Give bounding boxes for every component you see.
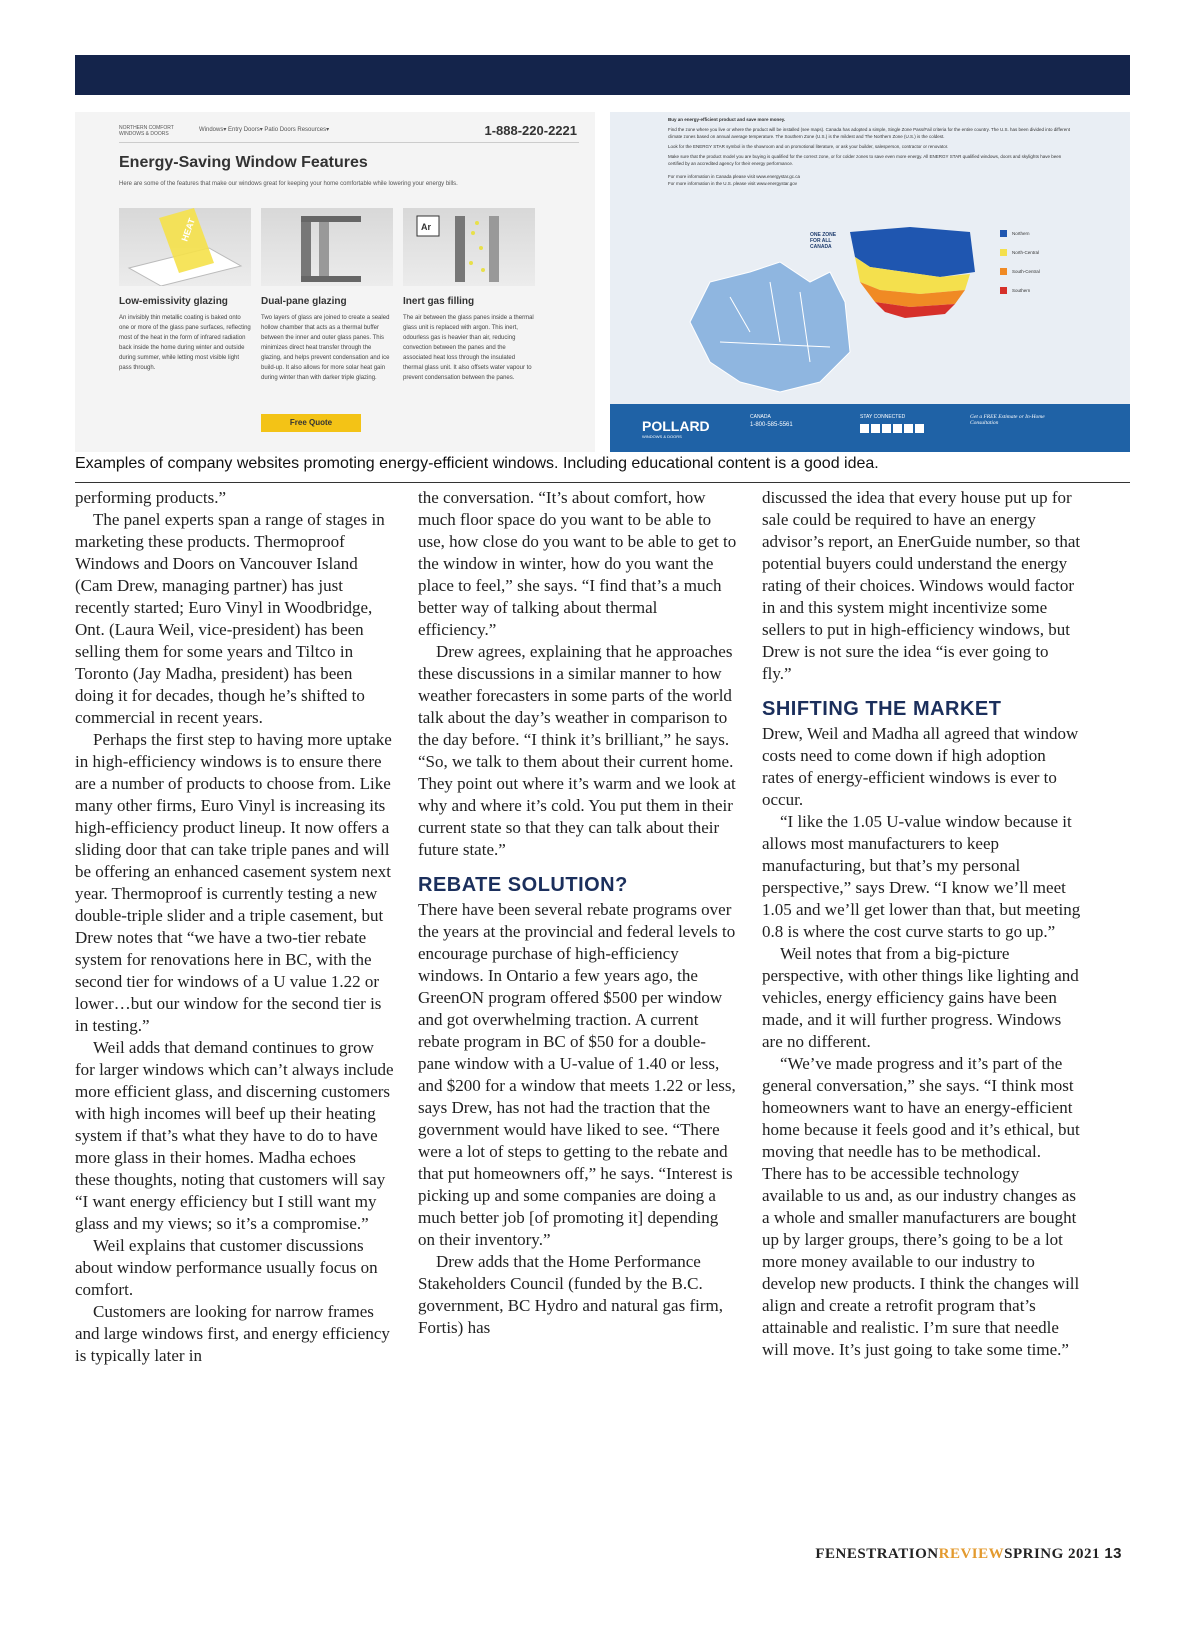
issue-label: SPRING 2021	[1004, 1546, 1101, 1562]
info-link-us[interactable]: For more information in the U.S. please visit www.energystar.gov	[668, 181, 798, 186]
legend-item: South-Central	[1000, 268, 1040, 275]
paragraph: Weil explains that customer discussions about window performance usually focus on comfort.	[75, 1236, 378, 1299]
site-nav: Windows▾ Entry Doors▾ Patio Doors Resources▾	[199, 127, 330, 133]
paragraph: Perhaps the first step to having more uptake in high-efficiency windows is to ensure there are a number of products to choose from. Like many other firms, Euro Vinyl is increasing its high-efficiency product lineup. It now offers a sliding door that can take triple panes and will be offering an enhanced casement system next year. Thermoproof is currently testing a new double-triple slider and a triple casement, but Drew notes that “we have a two-tier rebate system for renovations here in BC, with the second tier for windows of a U value 1.22 or lower…but our window for the second tier is in testing.”	[75, 730, 392, 1035]
article-column-3	[762, 487, 1082, 1361]
facebook-icon[interactable]	[860, 424, 869, 433]
legend-item: Southern	[1000, 287, 1040, 294]
legend-item: North-Central	[1000, 249, 1040, 256]
info-bullet: Look for the ENERGY STAR symbol in the showroom and on promotional literature, or ask your builder, salesperson, contractor or renovator.	[668, 144, 949, 149]
site-subtitle: Here are some of the features that make our windows great for keeping your home comfortable while lowering your energy bills.	[119, 181, 458, 187]
paragraph: There have been several rebate programs over the years at the provincial and federal levels to encourage purchase of high-efficiency windows. In Ontario a few years ago, the GreenON program offered $500 per window and got overwhelming traction. A current rebate program in BC of $50 for a double-pane window with a U-value of 1.40 or less, and $200 for a window that meets 1.22 or less, says Drew, has not had the traction that the government would have liked to see. “There were a lot of steps to getting to the rebate and that put homeowners off,” he says. “Interest is picking up and some companies are doing a much better job [of promoting it] depending on their inventory.”	[418, 900, 736, 1249]
heat-label: HEAT	[179, 216, 198, 243]
card-body: Two layers of glass are joined to create a sealed hollow chamber that acts as a thermal buffer between the inner and outer glass panes. This minimizes direct heat transfer through the glazing, and helps prevent condensation and ice build-up. It also allows for more solar heat gain during winter than with darker triple glazing.	[261, 315, 390, 381]
instagram-icon[interactable]	[915, 424, 924, 433]
feature-card-lowe	[119, 208, 251, 373]
youtube-icon[interactable]	[882, 424, 891, 433]
paragraph: Drew adds that the Home Performance Stakeholders Council (funded by the B.C. government, BC Hydro and natural gas firm, Fortis) has	[418, 1252, 723, 1337]
figure-caption: Examples of company websites promoting energy-efficient windows. Including educational content is a good idea.	[75, 455, 879, 472]
card-title: Dual-pane glazing	[261, 296, 347, 307]
site-header	[119, 120, 579, 143]
paragraph: “I like the 1.05 U-value window because it allows most manufacturers to keep manufacturing, but that’s my personal perspective,” says Drew. “I know we’ll meet 1.05 and we’ll get lower than that, but meeting 0.8 is where the cost curve starts to go up.”	[762, 812, 1081, 941]
page-footer	[815, 1545, 1122, 1563]
gas-fill-image	[403, 208, 535, 286]
card-title: Inert gas filling	[403, 296, 475, 307]
publication-name: FENESTRATION	[815, 1546, 939, 1562]
zone-legend	[1000, 230, 1040, 306]
publication-name-accent: REVIEW	[938, 1546, 1005, 1562]
lowe-glass-image	[119, 208, 251, 286]
free-quote-button[interactable]: Free Quote	[261, 414, 361, 432]
page-number: 13	[1104, 1545, 1122, 1562]
estimate-link[interactable]: Get a FREE Estimate or In-Home Consultation	[970, 414, 1045, 426]
info-bullet: Make sure that the product model you are buying is qualified for the correct zone, or for colder zones to save even more energy. All ENERGY STAR qualified windows, doors and skylights have been certified by an accredited agency for their energy performance.	[668, 154, 1062, 166]
paragraph: performing products.”	[75, 488, 227, 507]
feature-card-dualpane	[261, 208, 393, 383]
info-intro: Buy an energy-efficient product and save more money.	[668, 117, 786, 122]
info-link-canada[interactable]: For more information in Canada please visit www.energystar.gc.ca	[668, 174, 801, 179]
screenshot-northern-comfort	[75, 112, 595, 452]
paragraph: Customers are looking for narrow frames and large windows first, and energy efficiency is typically later in	[75, 1302, 390, 1365]
legend-item: Northern	[1000, 230, 1040, 237]
stay-connected: STAY CONNECTED	[860, 414, 924, 433]
linkedin-icon[interactable]	[904, 424, 913, 433]
site-phone: 1-888-220-2221	[484, 123, 577, 138]
canada-contact: CANADA 1-800-585-5561	[750, 414, 793, 428]
section-heading-rebate: REBATE SOLUTION?	[418, 874, 628, 896]
site-logo: NORTHERN COMFORT WINDOWS & DOORS	[119, 125, 174, 137]
paragraph: “We’ve made progress and it’s part of the general conversation,” she says. “I think most homeowners want to have an energy-efficient home because it feels good and it’s ethical, but moving that needle has to be methodical. There has to be accessible technology available to us and, as our industry changes as a whole and smaller manufacturers are bought up by larger groups, there’s going to be a lot more money available to our industry to develop new products. I think the changes will align and create a retrofit program that’s attainable and realistic. I’m sure that needle will move. It’s just going to take some time.”	[762, 1054, 1080, 1359]
pollard-footer	[610, 404, 1130, 452]
dualpane-glass-image	[261, 208, 393, 286]
paragraph: The panel experts span a range of stages in marketing these products. Thermoproof Windows and Doors on Vancouver Island (Cam Drew, managing partner) has just recently started; Euro Vinyl in Woodbridge, Ont. (Laura Weil, vice-president) has been selling them for some years and Tiltco in Toronto (Jay Madha, president) has been doing it for decades, though he’s shifted to commercial in recent years.	[75, 510, 385, 727]
pollard-logo[interactable]: POLLARD WINDOWS & DOORS	[642, 418, 710, 439]
legend-swatch	[1000, 287, 1007, 294]
site-title: Energy-Saving Window Features	[119, 154, 368, 171]
twitter-icon[interactable]	[871, 424, 880, 433]
paragraph: Drew agrees, explaining that he approaches these discussions in a similar manner to how weather forecasters in some parts of the world talk about the day’s weather in comparison to the day before. “I think it’s brilliant,” he says. “So, we talk to them about their current home. They point out where it’s warm and we look at why and where it’s cold. You put them in their current state so that they can talk about their future state.”	[418, 642, 736, 859]
figure-screenshots	[75, 112, 1130, 452]
energy-star-info	[668, 116, 1078, 187]
article-column-1	[75, 487, 395, 1367]
paragraph: Drew, Weil and Madha all agreed that window costs need to come down if high adoption rates of energy-efficient windows is ever to occur.	[762, 724, 1079, 809]
argon-label: Ar	[421, 222, 432, 232]
legend-swatch	[1000, 249, 1007, 256]
card-body: An invisibly thin metallic coating is baked onto one or more of the glass pane surfaces, reflecting most of the heat in the form of infrared radiation back inside the home during winter and outside during summer, while letting most visible light pass through.	[119, 315, 251, 371]
section-heading-market: SHIFTING THE MARKET	[762, 698, 1002, 720]
legend-swatch	[1000, 230, 1007, 237]
header-bar	[75, 55, 1130, 95]
paragraph: Weil adds that demand continues to grow for larger windows which can’t always include more efficient glass, and discerning customers with high incomes will beef up their heating system if that’s what they have to do to have more glass in their homes. Madha echoes these thoughts, noting that customers will say “I want energy efficiency but I still want my glass and my views; so it’s a compromise.”	[75, 1038, 394, 1233]
paragraph: Weil notes that from a big-picture perspective, with other things like lighting and vehicles, energy efficiency gains have been made, and it will further progress. Windows are no different.	[762, 944, 1079, 1051]
divider	[75, 482, 1130, 483]
paragraph: discussed the idea that every house put up for sale could be required to have an energy advisor’s report, an EnerGuide number, so that potential buyers could understand the energy rating of their choices. Windows would factor in and this system might incentivize some sellers to put in high-efficiency windows, but Drew is not sure the idea “is ever going to fly.”	[762, 488, 1081, 683]
screenshot-pollard	[610, 112, 1130, 452]
card-body: The air between the glass panes inside a thermal glass unit is replaced with argon. This inert, odourless gas is heavier than air, reducing convection between the panes and the associated heat loss through the insulated thermal glass unit. It also offsets water vapour to prevent condensation between the panes.	[403, 315, 534, 381]
info-bullet: Find the zone where you live or where the product will be installed (see maps). Canada has adopted a simple, Single Zone Pass/Fail criteria for the entire country. The U.S. has been divided into different climate zones based on annual average temperature. The Southern Zone (U.S.) is the mildest and The Northern Zone (U.S.) is the coldest.	[668, 127, 1070, 139]
one-zone-label: ONE ZONE FOR ALL CANADA	[810, 232, 837, 250]
pinterest-icon[interactable]	[893, 424, 902, 433]
article-column-2	[418, 487, 738, 1339]
paragraph: the conversation. “It’s about comfort, how much floor space do you want to be able to use, how close do you want to be able to get to the window in winter, how do you want the place to feel,” she says. “I find that’s a much better way of talking about thermal efficiency.”	[418, 488, 737, 639]
legend-swatch	[1000, 268, 1007, 275]
card-title: Low-emissivity glazing	[119, 296, 228, 307]
feature-card-gas	[403, 208, 535, 383]
